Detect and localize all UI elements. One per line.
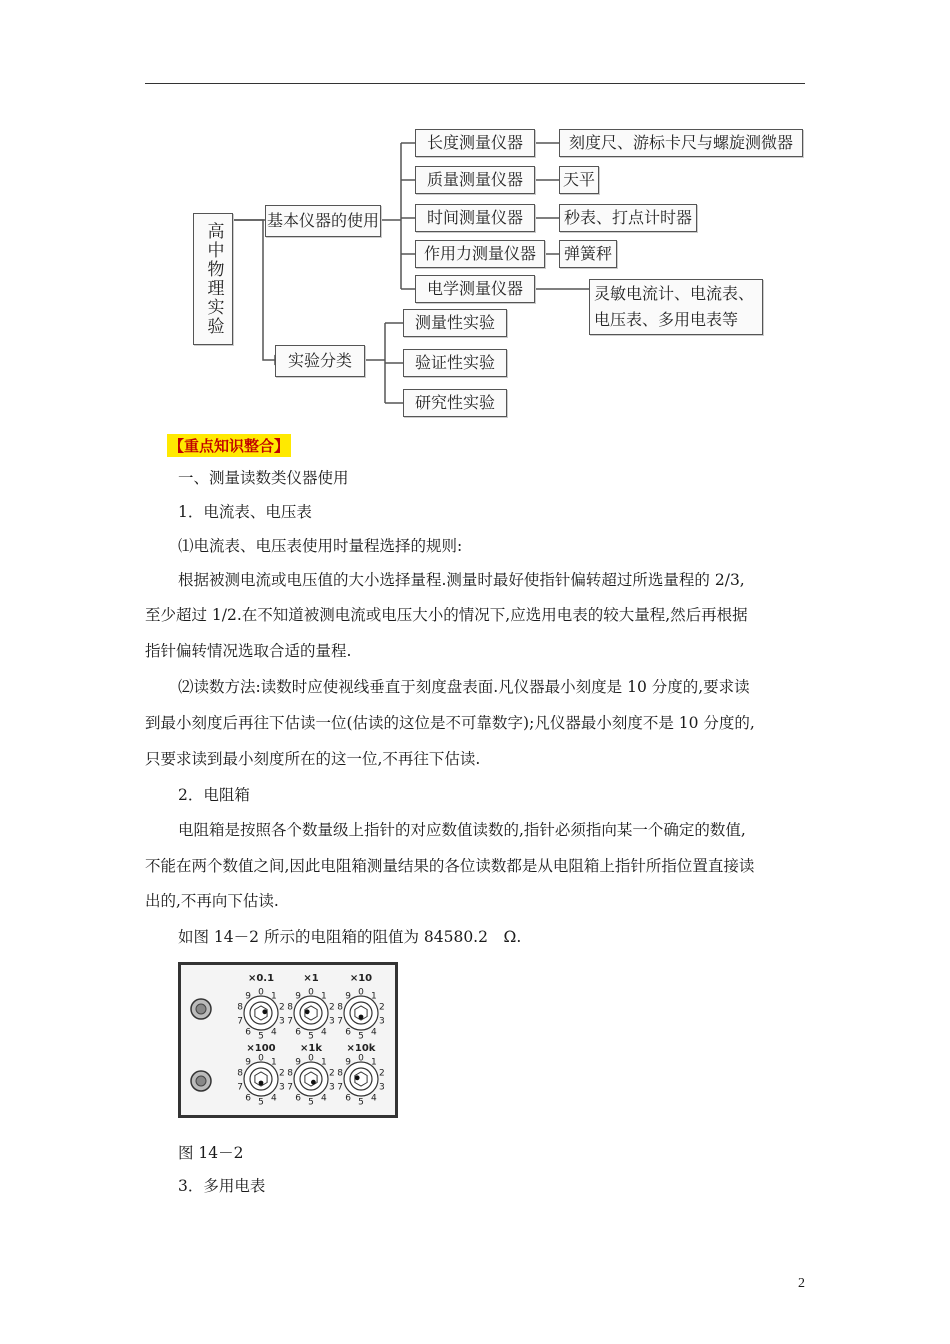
dial-digit: 9 bbox=[245, 991, 251, 1002]
dial-digit: 6 bbox=[345, 1027, 351, 1038]
dial-digit: 6 bbox=[295, 1027, 301, 1038]
dial-digit: 7 bbox=[337, 1082, 343, 1093]
dial-label: ×10 bbox=[349, 973, 373, 984]
dial-digit: 4 bbox=[371, 1093, 377, 1104]
dial-digit: 4 bbox=[271, 1027, 277, 1038]
dial-digit: 4 bbox=[321, 1027, 327, 1038]
dial-digit: 5 bbox=[308, 1031, 314, 1042]
text-line: 到最小刻度后再往下估读一位(估读的这位是不可靠数字);凡仪器最小刻度不是 10 分度的, bbox=[145, 714, 755, 732]
dial-digit: 2 bbox=[329, 1002, 335, 1013]
text-line: 指针偏转情况选取合适的量程. bbox=[145, 642, 352, 660]
text-line: 不能在两个数值之间,因此电阻箱测量结果的各位读数都是从电阻箱上指针所指位置直接读 bbox=[145, 857, 755, 875]
dial-inner bbox=[350, 1068, 372, 1090]
dial-digit: 7 bbox=[237, 1082, 243, 1093]
text-line: 1．电流表、电压表 bbox=[178, 503, 312, 521]
dial-digit: 1 bbox=[371, 991, 377, 1002]
detail-force: 弹簧秤 bbox=[559, 240, 617, 268]
dial-digit: 3 bbox=[379, 1082, 385, 1093]
section-heading: 【重点知识整合】 bbox=[167, 434, 291, 457]
dial-digit: 4 bbox=[371, 1027, 377, 1038]
dial-digit: 3 bbox=[379, 1016, 385, 1027]
dial-digit: 2 bbox=[379, 1068, 385, 1079]
dial-digit: 6 bbox=[295, 1093, 301, 1104]
page-number: 2 bbox=[798, 1276, 805, 1291]
dial-digit: 8 bbox=[287, 1002, 293, 1013]
dial-pointer bbox=[305, 1009, 310, 1014]
text-line: ⑴电流表、电压表使用时量程选择的规则: bbox=[178, 537, 463, 555]
dial-digit: 6 bbox=[245, 1027, 251, 1038]
dial-digit: 3 bbox=[279, 1082, 285, 1093]
text-line: 如图 14－2 所示的电阻箱的阻值为 84580.2 Ω. bbox=[178, 928, 522, 946]
dial-digit: 3 bbox=[279, 1016, 285, 1027]
text-line: 至少超过 1/2.在不知道被测电流或电压大小的情况下,应选用电表的较大量程,然后再根据 bbox=[145, 606, 748, 624]
dial-digit: 7 bbox=[237, 1016, 243, 1027]
dial-digit: 0 bbox=[258, 1053, 264, 1064]
dial-digit: 9 bbox=[295, 1057, 301, 1068]
dial-label: ×0.1 bbox=[247, 973, 275, 984]
dial-digit: 5 bbox=[358, 1031, 364, 1042]
dial-pointer bbox=[259, 1081, 264, 1086]
dial-pointer bbox=[262, 1009, 267, 1014]
branch-experiments: 实验分类 bbox=[275, 345, 365, 377]
dial-digit: 9 bbox=[245, 1057, 251, 1068]
dial-digit: 0 bbox=[358, 1053, 364, 1064]
text-line: 电阻箱是按照各个数量级上指针的对应数值读数的,指针必须指向某一个确定的数值, bbox=[178, 821, 746, 839]
dial-digit: 0 bbox=[308, 987, 314, 998]
dial-digit: 0 bbox=[258, 987, 264, 998]
dial-pointer bbox=[359, 1015, 364, 1020]
section-3-title: 3．多用电表 bbox=[178, 1177, 266, 1195]
dial-digit: 1 bbox=[371, 1057, 377, 1068]
dial-digit: 1 bbox=[321, 1057, 327, 1068]
dial-digit: 2 bbox=[379, 1002, 385, 1013]
branch-instruments: 基本仪器的使用 bbox=[265, 205, 381, 237]
instrument-mass: 质量测量仪器 bbox=[415, 166, 535, 194]
dial-digit: 8 bbox=[237, 1068, 243, 1079]
dial-digit: 3 bbox=[329, 1082, 335, 1093]
dial-digit: 1 bbox=[271, 1057, 277, 1068]
text-line: 2．电阻箱 bbox=[178, 786, 250, 804]
instrument-length: 长度测量仪器 bbox=[415, 129, 535, 157]
dial-pointer bbox=[311, 1080, 316, 1085]
dial-label: ×10k bbox=[346, 1043, 376, 1054]
dial-inner bbox=[250, 1068, 272, 1090]
experiment-measurement: 测量性实验 bbox=[403, 309, 507, 337]
dial-digit: 5 bbox=[258, 1097, 264, 1108]
dial-digit: 5 bbox=[308, 1097, 314, 1108]
detail-length: 刻度尺、游标卡尺与螺旋测微器 bbox=[559, 129, 803, 157]
detail-electric: 灵敏电流计、电流表、电压表、多用电表等 bbox=[589, 279, 763, 335]
dial-digit: 2 bbox=[279, 1068, 285, 1079]
dial-label: ×1k bbox=[300, 1043, 322, 1054]
dial-inner bbox=[250, 1002, 272, 1024]
dial-digit: 0 bbox=[308, 1053, 314, 1064]
dial-digit: 1 bbox=[271, 991, 277, 1002]
dial-digit: 1 bbox=[321, 991, 327, 1002]
instrument-force: 作用力测量仪器 bbox=[415, 240, 545, 268]
resistance-box-dials bbox=[181, 965, 395, 1115]
terminal-knob-center bbox=[196, 1004, 206, 1014]
text-line: 出的,不再向下估读. bbox=[145, 892, 279, 910]
instrument-time: 时间测量仪器 bbox=[415, 204, 535, 232]
dial-inner bbox=[350, 1002, 372, 1024]
concept-map bbox=[185, 125, 805, 425]
dial-digit: 4 bbox=[271, 1093, 277, 1104]
dial-digit: 4 bbox=[321, 1093, 327, 1104]
experiment-research: 研究性实验 bbox=[403, 389, 507, 417]
dial-digit: 2 bbox=[329, 1068, 335, 1079]
dial-digit: 5 bbox=[358, 1097, 364, 1108]
dial-label: ×1 bbox=[303, 973, 319, 984]
dial-pointer bbox=[355, 1075, 360, 1080]
dial-digit: 2 bbox=[279, 1002, 285, 1013]
dial-digit: 9 bbox=[345, 1057, 351, 1068]
dial-digit: 7 bbox=[287, 1082, 293, 1093]
text-line: 一、测量读数类仪器使用 bbox=[178, 469, 349, 487]
text-line: 根据被测电流或电压值的大小选择量程.测量时最好使指针偏转超过所选量程的 2/3, bbox=[178, 571, 745, 589]
dial-digit: 9 bbox=[295, 991, 301, 1002]
dial-digit: 6 bbox=[245, 1093, 251, 1104]
dial-digit: 0 bbox=[358, 987, 364, 998]
detail-time: 秒表、打点计时器 bbox=[559, 204, 697, 232]
dial-digit: 7 bbox=[337, 1016, 343, 1027]
text-line: ⑵读数方法:读数时应使视线垂直于刻度盘表面.凡仪器最小刻度是 10 分度的,要求读 bbox=[178, 678, 750, 696]
experiment-verification: 验证性实验 bbox=[403, 349, 507, 377]
header-rule bbox=[145, 83, 805, 84]
instrument-electric: 电学测量仪器 bbox=[415, 275, 535, 303]
dial-digit: 9 bbox=[345, 991, 351, 1002]
text-line: 只要求读到最小刻度所在的这一位,不再往下估读. bbox=[145, 750, 481, 768]
dial-digit: 6 bbox=[345, 1093, 351, 1104]
dial-label: ×100 bbox=[246, 1043, 276, 1054]
dial-digit: 8 bbox=[337, 1002, 343, 1013]
dial-digit: 8 bbox=[237, 1002, 243, 1013]
root-node: 高中物理实验 bbox=[193, 213, 233, 345]
dial-digit: 7 bbox=[287, 1016, 293, 1027]
detail-mass: 天平 bbox=[559, 166, 599, 194]
resistance-box-figure bbox=[178, 962, 398, 1118]
dial-inner bbox=[300, 1002, 322, 1024]
dial-digit: 5 bbox=[258, 1031, 264, 1042]
dial-inner bbox=[300, 1068, 322, 1090]
dial-digit: 8 bbox=[337, 1068, 343, 1079]
dial-digit: 8 bbox=[287, 1068, 293, 1079]
figure-caption: 图 14－2 bbox=[178, 1144, 244, 1162]
dial-digit: 3 bbox=[329, 1016, 335, 1027]
terminal-knob-center bbox=[196, 1076, 206, 1086]
